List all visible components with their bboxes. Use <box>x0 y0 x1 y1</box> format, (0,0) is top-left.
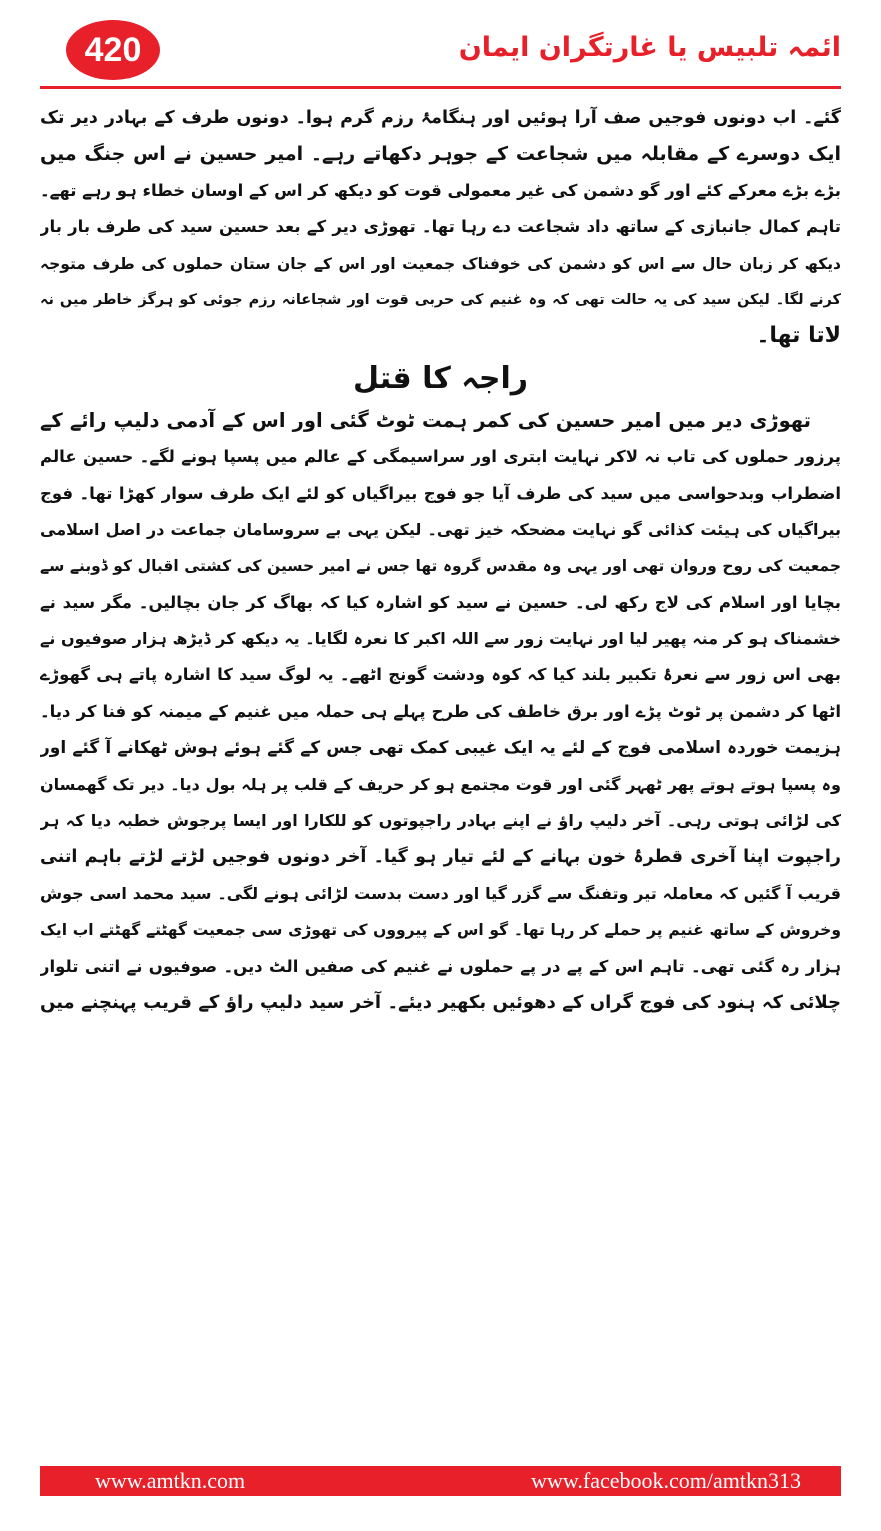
text-line: لاتا تھا۔ <box>756 323 841 349</box>
text-line: وہ پسپا ہوتے ہوتے پھر ٹھہر گئی اور قوت مجتمع ہو کر حریف کے قلب پر ہلہ بول دیا۔ دیر تک گھمسان <box>40 774 841 794</box>
page-body <box>40 100 841 1021</box>
text-line: بڑے بڑے معرکے کئے اور گو دشمن کی غیر معمولی قوت کو دیکھ کر اس کے اوسان خطاء ہو رہے تھے۔ <box>40 180 841 200</box>
footer-bar <box>40 1466 841 1496</box>
text-line: تھوڑی دیر میں امیر حسین کی کمر ہمت ٹوٹ گئی اور اس کے آدمی دلیپ رائے کے <box>40 408 811 432</box>
facebook-link[interactable]: www.facebook.com/amtkn313 <box>531 1468 801 1493</box>
text-line: اضطراب وبدحواسی میں سید کی طرف آیا جو فوج بیراگیاں کو لئے ایک طرف سوار کھڑا تھا۔ فوج <box>40 483 841 503</box>
page-number-badge <box>66 20 160 80</box>
text-line: ایک دوسرے کے مقابلہ میں شجاعت کے جوہر دکھاتے رہے۔ امیر حسین نے اس جنگ میں <box>40 143 841 166</box>
page-number: 420 <box>84 30 142 69</box>
text-line: پرزور حملوں کی تاب نہ لاکر نہایت ابتری اور سراسیمگی کے عالم میں پسپا ہونے لگے۔ حسین عالم <box>40 447 841 467</box>
text-line: بچایا اور اسلام کی لاج رکھ لی۔ حسین نے سید کو اشارہ کیا کہ بھاگ کر جان بچالیں۔ مگر سید نے <box>40 592 841 612</box>
text-line: گئے۔ اب دونوں فوجیں صف آرا ہوئیں اور ہنگامۂ رزم گرم ہوا۔ دونوں طرف کے بہادر دیر تک <box>40 108 841 128</box>
text-line: ہزیمت خوردہ اسلامی فوج کے لئے یہ ایک غیبی کمک تھی جس کے گئے ہوئے ہوش ٹھکانے آ گئے اور <box>40 738 841 759</box>
text-line: ہزار رہ گئی تھی۔ تاہم اس کے پے در پے حملوں نے غنیم کی صفیں الٹ دیں۔ صوفیوں نے اتنی تلوار <box>40 956 841 976</box>
text-line: کرنے لگا۔ لیکن سید کی یہ حالت تھی کہ وہ غنیم کی حربی قوت اور شجاعانہ رزم جوئی کو ہرگز خاطر میں نہ <box>40 291 841 308</box>
text-line: اٹھا کر دشمن پر ٹوٹ پڑے اور برق خاطف کی طرح پہلے ہی حملہ میں غنیم کے میمنہ کو فنا کر دیا۔ <box>40 701 841 721</box>
paragraph-1 <box>40 100 841 355</box>
text-line: کی لڑائی ہوتی رہی۔ آخر دلیپ راؤ نے اپنے بہادر راجپوتوں کو للکارا اور ایسا پرجوش خطبہ دیا کہ ہر <box>40 811 841 831</box>
text-line: خشمناک ہو کر منہ پھیر لیا اور نہایت زور سے اللہ اکبر کا نعرہ لگایا۔ یہ دیکھ کر ڈیڑھ ہزار صوفیوں نے <box>40 629 841 649</box>
text-line: دیکھ کر زبان حال سے اس کو دشمن کی خوفناک جمعیت اور اس کے جان ستان حملوں کی طرف متوجہ <box>40 254 841 273</box>
book-title: ائمہ تلبیس یا غارتگران ایمان <box>458 32 841 63</box>
text-line: تاہم کمال جانبازی کے ساتھ داد شجاعت دے رہا تھا۔ تھوڑی دیر کے بعد حسین سید کی طرف بار بار <box>40 217 841 237</box>
text-line: جمعیت کی روح وروان تھی اور یہی وہ مقدس گروہ تھا جس نے امیر حسین کی کشتی اقبال کو ڈوبنے سے <box>40 557 841 576</box>
text-line: چلائی کہ ہنود کی فوج گراں کے دھوئیں بکھیر دیئے۔ آخر سید دلیپ راؤ کے قریب پہنچنے میں <box>40 991 841 1013</box>
text-line: قریب آ گئیں کہ معاملہ تیر وتفنگ سے گزر گیا اور دست بدست لڑائی ہونے لگی۔ سید محمد اسی جوش <box>40 883 841 903</box>
section-heading: راجہ کا قتل <box>352 360 529 396</box>
paragraph-2 <box>40 403 841 1022</box>
text-line: راجپوت اپنا آخری قطرۂ خون بہانے کے لئے تیار ہو گیا۔ آخر دونوں فوجیں لڑتے لڑتے باہم اتنی <box>40 847 841 868</box>
header-divider <box>40 86 841 89</box>
text-line: بیراگیاں کی ہیئت کذائی گو نہایت مضحکہ خیز تھی۔ لیکن یہی بے سروسامان جماعت در اصل اسلامی <box>40 519 841 539</box>
website-link[interactable]: www.amtkn.com <box>95 1468 246 1493</box>
text-line: وخروش کے ساتھ غنیم پر حملے کر رہا تھا۔ گو اس کے پیرووں کی تھوڑی سی جمعیت گھٹتے گھٹتے اب ایک <box>40 921 841 940</box>
text-line: بھی اس زور سے نعرۂ تکبیر بلند کیا کہ کوہ ودشت گونج اٹھے۔ یہ لوگ سید کا اشارہ پاتے ہی گھوڑے <box>40 665 841 685</box>
